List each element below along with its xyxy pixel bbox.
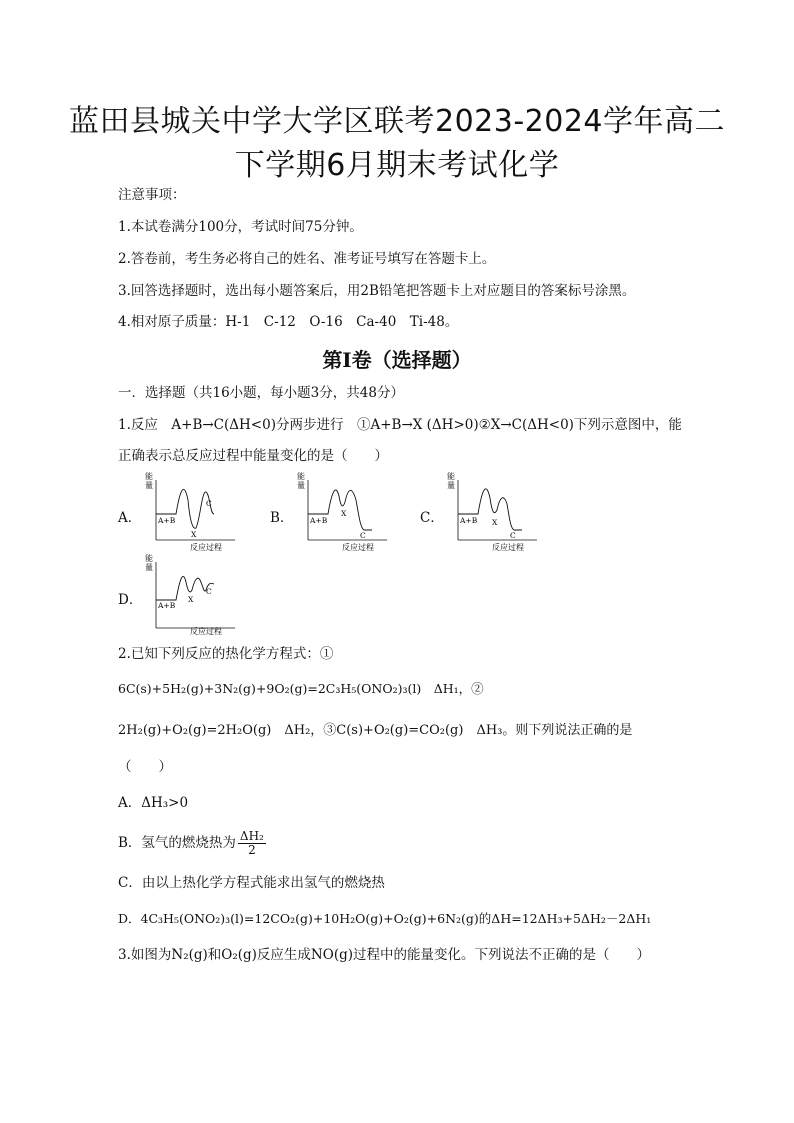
- x-axis-label: 反应过程: [190, 627, 222, 636]
- q2-intro: 2.已知下列反应的热化学方程式：①: [118, 646, 334, 662]
- section-instructions: 一．选择题（共16小题，每小题3分，共48分）: [118, 385, 404, 401]
- axis-label: 量: [447, 481, 455, 490]
- note-item-4: 4.相对原子质量：H-1 C-12 O-16 Ca-40 Ti-48。: [118, 314, 459, 330]
- q2-option-b: [118, 830, 266, 857]
- intermediate-label: X: [492, 518, 498, 527]
- exam-title-line2: 下学期6月期末考试化学: [234, 148, 560, 183]
- exam-title-line1: 蓝田县城关中学大学区联考2023-2024学年高二: [68, 104, 726, 139]
- q1-stem-line1: 1.反应 A+B→C(ΔH<0)分两步进行 ①A+B→X (ΔH>0)②X→C(ΔH<0)下列示意图中，能: [118, 417, 682, 433]
- reactant-label: A+B: [460, 516, 478, 525]
- intermediate-label: X: [341, 509, 347, 518]
- q1-graph-d: [140, 552, 240, 637]
- axis-label: 能: [145, 554, 153, 563]
- q2-option-c: C．由以上热化学方程式能求出氢气的燃烧热: [118, 875, 385, 891]
- q1-graph-c: [442, 470, 542, 555]
- q1-option-b-label: B．: [270, 510, 294, 526]
- x-axis-label: 反应过程: [492, 543, 524, 552]
- note-item-1: 1.本试卷满分100分，考试时间75分钟。: [118, 219, 363, 235]
- q2-equation-2: 2H₂(g)+O₂(g)=2H₂O(g) ΔH₂，③C(s)+O₂(g)=CO₂(g) ΔH₃。则下列说法正确的是: [118, 723, 633, 738]
- reactant-label: A+B: [158, 516, 176, 525]
- x-axis-label: 反应过程: [342, 543, 374, 552]
- section-title: 第Ⅰ卷（选择题）: [322, 348, 472, 372]
- intermediate-label: X: [191, 530, 197, 539]
- q2-option-a: A．ΔH₃>0: [118, 795, 189, 811]
- axis-label: 能: [297, 472, 305, 481]
- intermediate-label: X: [188, 595, 194, 604]
- x-axis-label: 反应过程: [190, 543, 222, 552]
- q1-option-a-label: A．: [118, 510, 142, 526]
- axis-label: 量: [145, 481, 153, 490]
- axis-label: 能: [145, 472, 153, 481]
- note-item-3: 3.回答选择题时，选出每小题答案后，用2B铅笔把答题卡上对应题目的答案标号涂黑。: [118, 283, 636, 299]
- product-label: C: [510, 531, 516, 540]
- q3-stem: 3.如图为N₂(g)和O₂(g)反应生成NO(g)过程中的能量变化。下列说法不正确的是（ ）: [118, 947, 650, 963]
- product-label: C: [360, 531, 366, 540]
- q1-graph-a: [140, 470, 240, 555]
- axis-label: 量: [145, 563, 153, 572]
- product-label: C: [206, 499, 212, 508]
- product-label: C: [206, 587, 212, 596]
- note-item-2: 2.答卷前，考生务必将自己的姓名、准考证号填写在答题卡上。: [118, 251, 496, 267]
- q1-stem-line2: 正确表示总反应过程中能量变化的是（ ）: [118, 448, 388, 464]
- fraction-numerator: ΔH₂: [239, 829, 264, 843]
- q1-graph-b: [292, 470, 392, 555]
- q2-option-d: D．4C₃H₅(ONO₂)₃(l)=12CO₂(g)+10H₂O(g)+O₂(g)+6N₂(g)的ΔH=12ΔH₃+5ΔH₂－2ΔH₁: [118, 911, 652, 926]
- reactant-label: A+B: [310, 516, 328, 525]
- q1-option-d-label: D．: [118, 592, 143, 608]
- axis-label: 量: [297, 481, 305, 490]
- axis-label: 能: [447, 472, 455, 481]
- notes-heading: 注意事项：: [118, 187, 186, 203]
- q2-option-b-prefix: B．氢气的燃烧热为: [118, 835, 236, 851]
- reactant-label: A+B: [158, 601, 176, 610]
- fraction: [238, 830, 266, 857]
- q2-equation-1: 6C(s)+5H₂(g)+3N₂(g)+9O₂(g)=2C₃H₅(ONO₂)₃(l) ΔH₁，②: [118, 681, 484, 696]
- q2-bracket: （ ）: [118, 759, 172, 775]
- q1-option-c-label: C．: [420, 510, 444, 526]
- fraction-denominator: 2: [248, 843, 256, 857]
